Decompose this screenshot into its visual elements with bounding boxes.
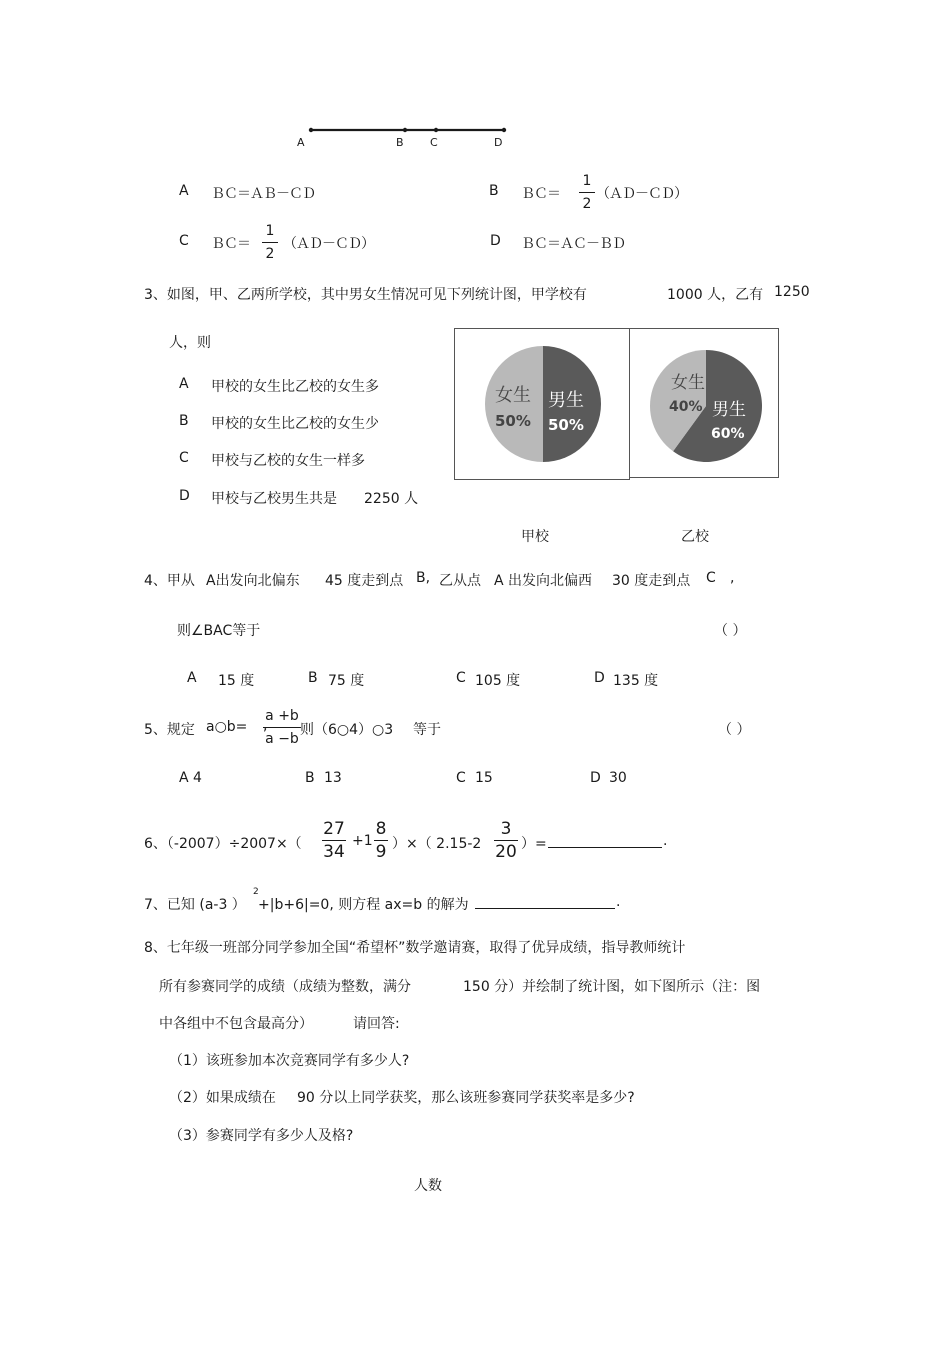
q3-option-d-letter: D	[179, 488, 190, 504]
q6-text-3: ）=	[521, 836, 547, 852]
q6-fraction-3	[493, 818, 519, 863]
histogram-y-axis-label: 人数	[414, 1178, 442, 1194]
q5-option-c-text: 15	[475, 770, 493, 786]
q8-sub-question-2b: 90 分以上同学获奖，那么该班参赛同学获奖率是多少?	[297, 1090, 635, 1106]
pie-chart-school-yi-frame	[629, 328, 779, 478]
q2-option-a-letter: A	[179, 183, 189, 199]
point-label-c: C	[430, 136, 438, 149]
q4-text-8: C	[706, 570, 716, 586]
q5-option-d-text: 30	[609, 770, 627, 786]
q8-line-3b: 请回答:	[353, 1016, 400, 1032]
q3-option-c-text: 甲校与乙校的女生一样多	[211, 453, 365, 469]
q2-option-b-text: ＢＣ＝	[521, 186, 560, 202]
q5-option-a-text: 4	[193, 770, 202, 786]
fraction-numerator: 1	[582, 173, 592, 189]
q4-option-a-letter: A	[187, 670, 197, 686]
fraction-numerator: 3	[500, 819, 512, 839]
pie-label-female-pct: 50%	[495, 412, 531, 430]
pie-label-male-pct: 50%	[548, 416, 584, 434]
q3-option-b-letter: B	[179, 413, 189, 429]
q6-text-2: ）×（ 2.15-2	[392, 836, 482, 852]
q5-option-b-text: 13	[324, 770, 342, 786]
q5-text-2: a○b=	[206, 719, 248, 735]
fraction-denominator: 20	[495, 842, 517, 862]
q3-option-d-text: 甲校与乙校男生共是	[211, 491, 337, 507]
q2-option-c-text: ＢＣ＝	[211, 236, 250, 252]
q5-option-a-letter: A	[179, 770, 189, 786]
q6-fraction-1	[321, 818, 347, 863]
pie-chart-school-jia	[455, 329, 629, 479]
fraction-denominator: a −b	[265, 731, 299, 747]
q6-end: .	[663, 833, 668, 849]
q8-sub-question-2a: （2）如果成绩在	[169, 1090, 276, 1106]
q7-superscript: 2	[253, 887, 259, 897]
q5-text-4: 等于	[413, 722, 441, 738]
fraction-numerator: 1	[265, 223, 275, 239]
q2-option-c-letter: C	[179, 233, 189, 249]
pie-caption-yi: 乙校	[681, 529, 709, 545]
q5-comma: ,	[263, 718, 268, 734]
q3-stem2: 人，则	[169, 335, 211, 351]
q8-line-3a: 中各组中不包含最高分）	[159, 1016, 313, 1032]
q2-option-c-fraction	[261, 220, 279, 265]
q2-option-b-tail: （ＡＤ－ＣＤ）	[596, 186, 687, 202]
q7-answer-blank[interactable]	[475, 894, 615, 909]
q2-option-d-letter: D	[490, 233, 501, 249]
q4-option-b-text: 75 度	[328, 673, 365, 689]
q3-stem: 3、如图，甲、乙两所学校，其中男女生情况可见下列统计图，甲学校有	[144, 287, 587, 303]
q4-text-7: 30 度走到点	[612, 573, 691, 589]
q4-text-9: ,	[730, 570, 735, 586]
q5-option-b-letter: B	[305, 770, 315, 786]
fraction-denominator: 9	[375, 842, 387, 862]
q4-option-d-text: 135 度	[613, 673, 659, 689]
q4-option-c-letter: C	[456, 670, 466, 686]
q4-text-3: 45 度走到点	[325, 573, 404, 589]
q8-line-2b: 150 分）并绘制了统计图，如下图所示（注：图	[463, 979, 761, 995]
pie-label-male: 男生	[712, 400, 746, 420]
q8-sub-question-1: （1）该班参加本次竞赛同学有多少人?	[169, 1053, 410, 1069]
q3-option-d-tail: 2250 人	[364, 491, 419, 507]
q8-line-2a: 所有参赛同学的成绩（成绩为整数，满分	[159, 979, 411, 995]
q7-text-1: 7、已知 (a-3 ）	[144, 897, 246, 913]
pie-label-male: 男生	[548, 390, 584, 411]
point-label-b: B	[396, 136, 404, 149]
pie-chart-school-yi	[630, 329, 778, 477]
pie-caption-jia: 甲校	[521, 529, 549, 545]
q3-num2: 1250	[774, 284, 810, 300]
q4-text-5: 乙从点	[439, 573, 481, 589]
q6-fraction-2	[373, 818, 389, 863]
q6-answer-blank[interactable]	[548, 833, 662, 848]
point-label-d: D	[494, 136, 503, 149]
q4-option-b-letter: B	[308, 670, 318, 686]
pie-label-female: 女生	[671, 373, 705, 393]
fraction-numerator: a +b	[265, 708, 299, 724]
q4-option-d-letter: D	[594, 670, 605, 686]
q2-option-a-text: ＢＣ＝ＡＢ－ＣＤ	[211, 186, 315, 202]
fraction-denominator: 2	[582, 196, 592, 212]
fraction-denominator: 2	[265, 246, 275, 262]
q4-option-a-text: 15 度	[218, 673, 255, 689]
q2-option-d-text: ＢＣ＝ＡＣ－ＢＤ	[521, 236, 625, 252]
q7-text-2: +|b+6|=0, 则方程 ax=b 的解为	[258, 897, 469, 913]
q5-option-d-letter: D	[590, 770, 601, 786]
q3-option-b-text: 甲校的女生比乙校的女生少	[211, 416, 379, 432]
q4-option-c-text: 105 度	[475, 673, 521, 689]
q4-text-1: 4、甲从	[144, 573, 195, 589]
q5-fraction	[262, 705, 302, 750]
q5-option-c-letter: C	[456, 770, 466, 786]
q5-text-3: 则（6○4）○3	[300, 722, 394, 738]
fraction-denominator: 34	[323, 842, 345, 862]
q5-text-1: 5、规定	[144, 722, 195, 738]
pie-label-female-pct: 40%	[669, 399, 703, 415]
q4-text-4: B,	[416, 570, 431, 586]
q2-option-c-tail: （ＡＤ－ＣＤ）	[283, 236, 374, 252]
q3-option-c-letter: C	[179, 450, 189, 466]
q6-plus: +1	[352, 833, 373, 849]
q3-num1: 1000 人，乙有	[667, 287, 764, 303]
q4-answer-bracket: （ ）	[714, 623, 747, 639]
q7-end: .	[616, 894, 621, 910]
q3-option-a-text: 甲校的女生比乙校的女生多	[211, 379, 379, 395]
fraction-numerator: 8	[375, 819, 387, 839]
fraction-numerator: 27	[323, 819, 345, 839]
pie-chart-school-jia-frame	[454, 328, 630, 480]
q2-option-b-letter: B	[489, 183, 499, 199]
q8-sub-question-3: （3）参赛同学有多少人及格?	[169, 1128, 354, 1144]
pie-label-male-pct: 60%	[711, 426, 745, 442]
point-label-a: A	[297, 136, 305, 149]
q5-answer-bracket: （ ）	[718, 722, 751, 738]
q4-line2: 则∠BAC等于	[177, 623, 261, 639]
q4-text-6: A 出发向北偏西	[494, 573, 593, 589]
q8-line-1: 8、七年级一班部分同学参加全国“希望杯”数学邀请赛，取得了优异成绩，指导教师统计	[144, 940, 686, 956]
pie-label-female: 女生	[495, 385, 531, 406]
q3-option-a-letter: A	[179, 376, 189, 392]
q6-text-1: 6、（-2007）÷2007×（	[144, 836, 302, 852]
segment-figure	[295, 122, 515, 152]
q4-text-2: A出发向北偏东	[206, 573, 300, 589]
q2-option-b-fraction	[578, 170, 596, 215]
